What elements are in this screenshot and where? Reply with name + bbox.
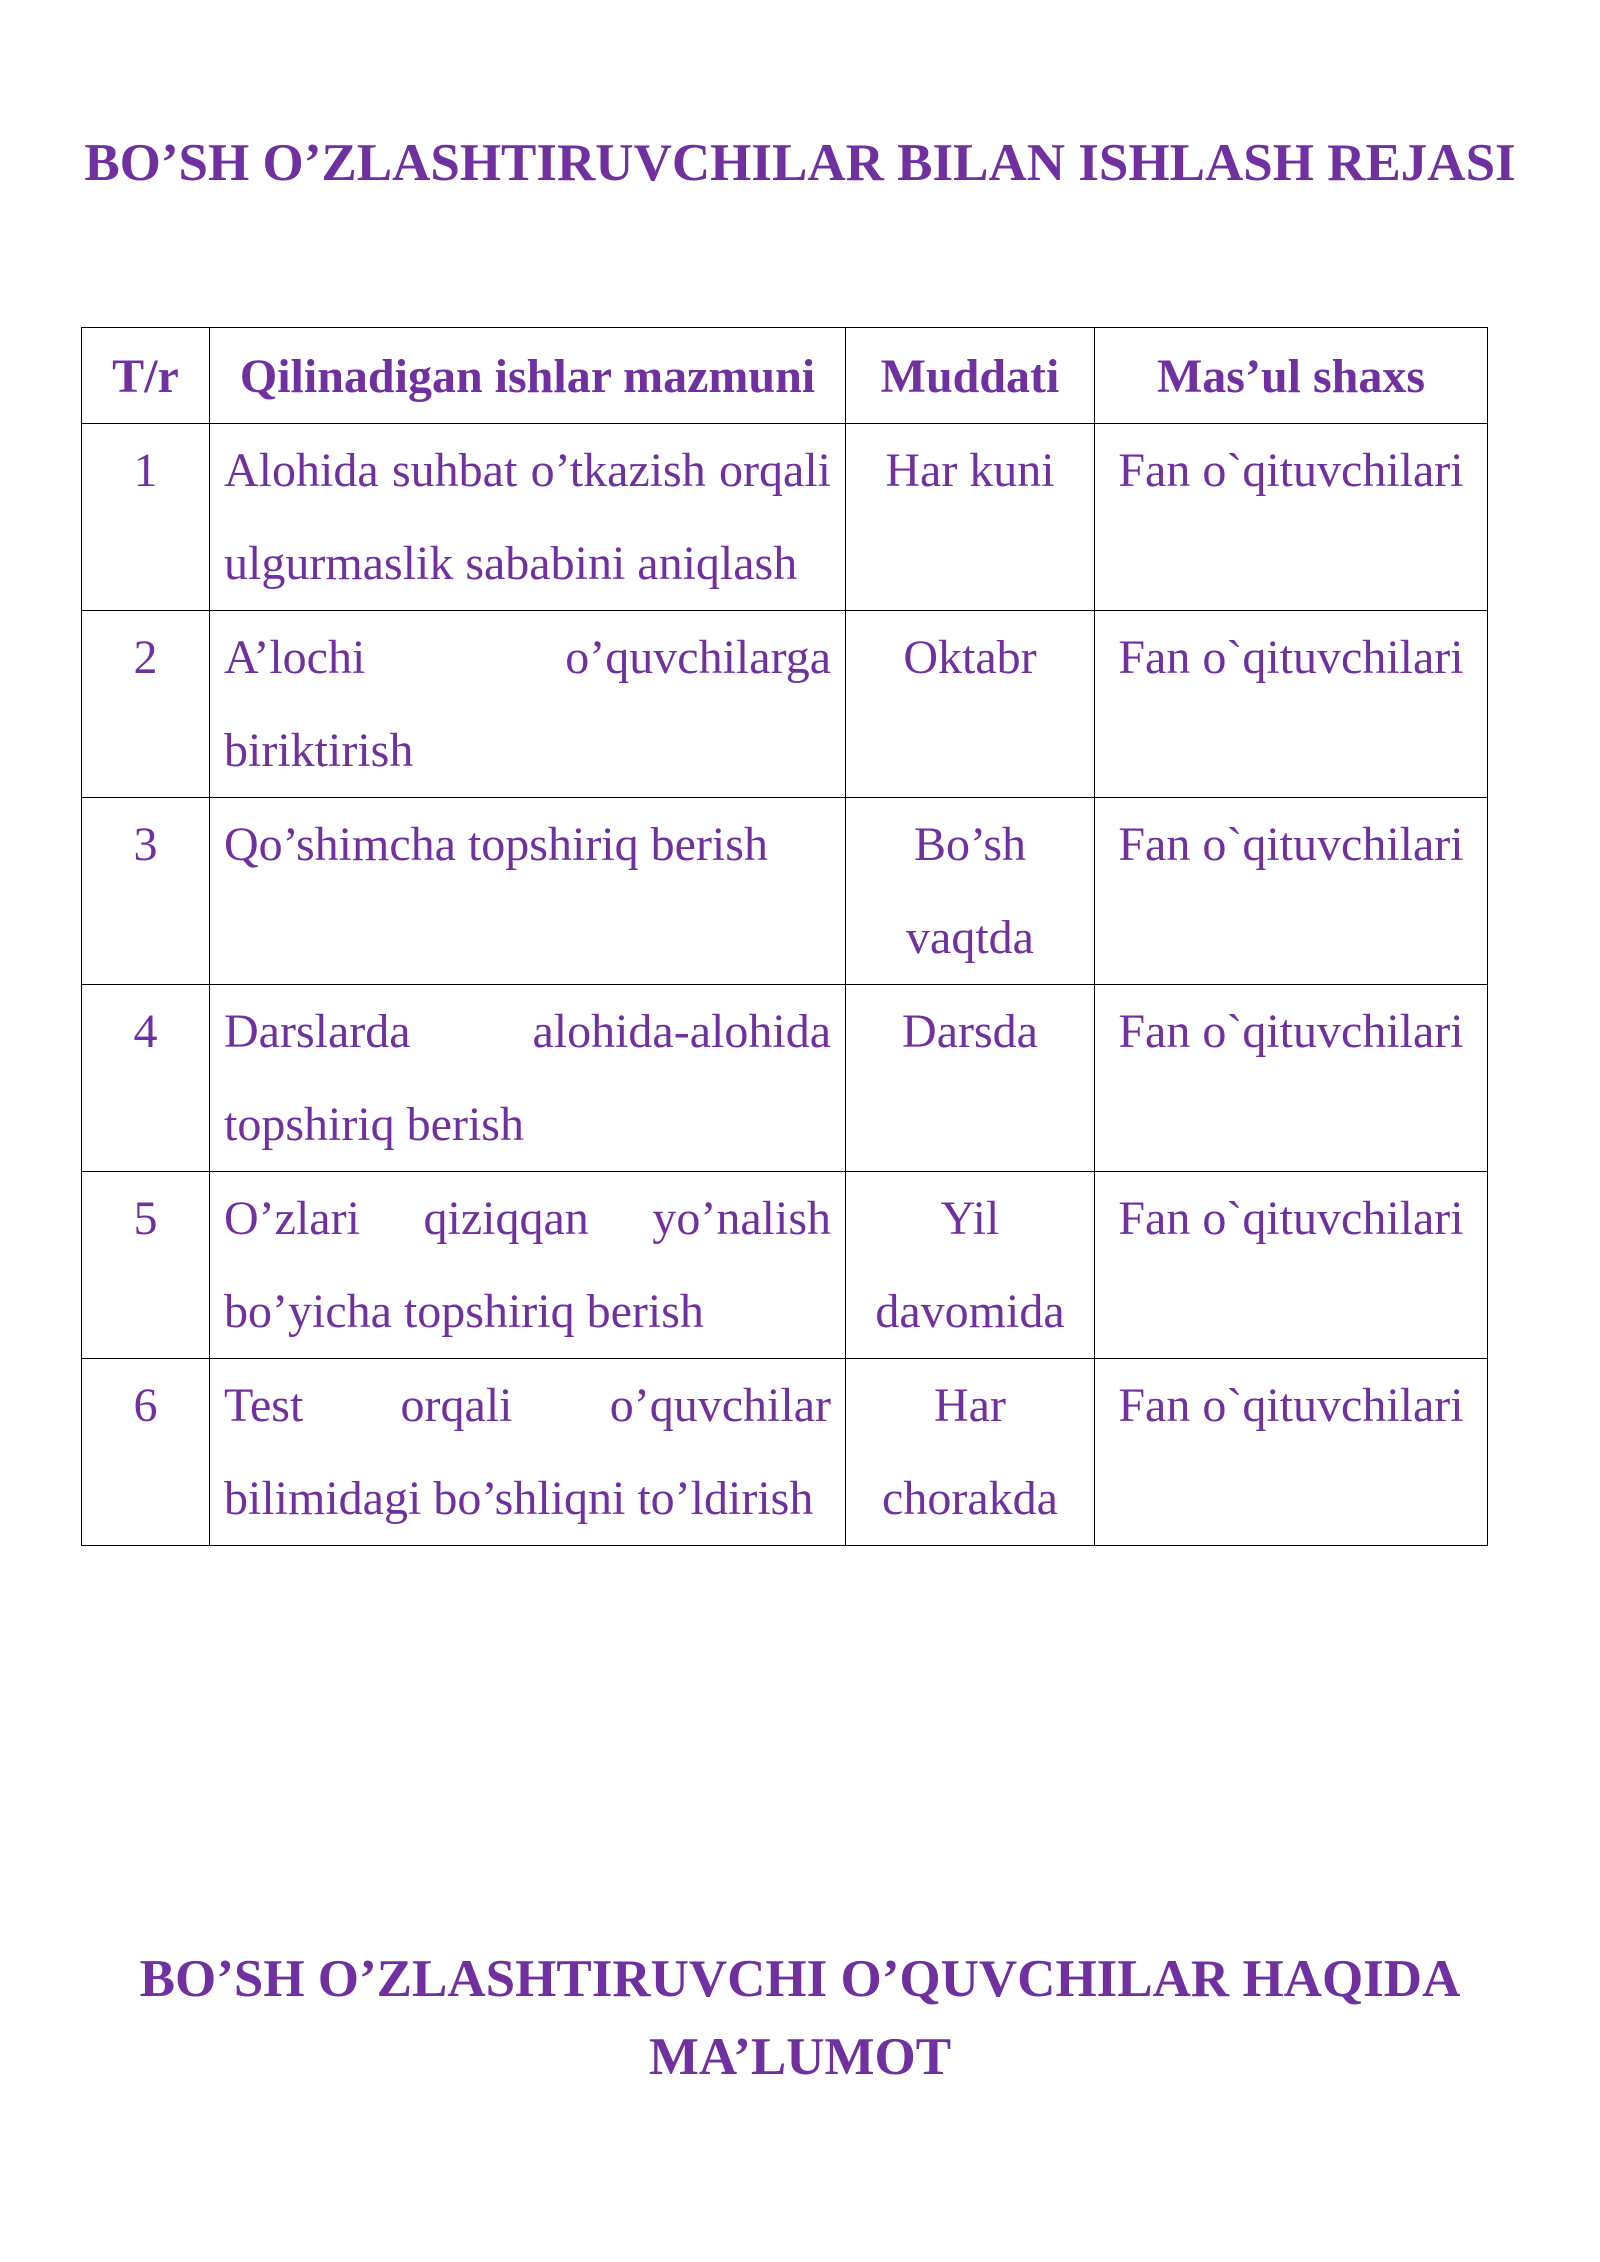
row-number: 1 [82,424,210,611]
row-number: 2 [82,611,210,798]
row-content: Test orqali o’quvchilar bilimidagi bo’shliqni to’ldirish [210,1359,846,1546]
header-content: Qilinadigan ishlar mazmuni [210,328,846,424]
row-term: Oktabr [846,611,1095,798]
row-term: Yil davomida [846,1172,1095,1359]
table-row [82,1172,1488,1359]
row-number: 6 [82,1359,210,1546]
row-responsible: Fan o`qituvchilari [1095,611,1488,798]
table-row [82,798,1488,985]
table-header-row [82,328,1488,424]
row-term: Darsda [846,985,1095,1172]
row-term: Har chorakda [846,1359,1095,1546]
row-term: Har kuni [846,424,1095,611]
row-number: 3 [82,798,210,985]
row-responsible: Fan o`qituvchilari [1095,424,1488,611]
row-responsible: Fan o`qituvchilari [1095,1172,1488,1359]
section-title: BO’SH O’ZLASHTIRUVCHI O’QUVCHILAR HAQIDA MA’LUMOT [139,1950,1461,2086]
row-number: 5 [82,1172,210,1359]
row-content: O’zlari qiziqqan yo’nalish bo’yicha topshiriq berish [210,1172,846,1359]
row-responsible: Fan o`qituvchilari [1095,1359,1488,1546]
header-responsible: Mas’ul shaxs [1095,328,1488,424]
table-row [82,611,1488,798]
page-title: BO’SH O’ZLASHTIRUVCHILAR BILAN ISHLASH REJASI [84,134,1516,192]
header-number: T/r [82,328,210,424]
header-term: Muddati [846,328,1095,424]
row-responsible: Fan o`qituvchilari [1095,798,1488,985]
row-number: 4 [82,985,210,1172]
table-row [82,1359,1488,1546]
row-content: Alohida suhbat o’tkazish orqali ulgurmaslik sababini aniqlash [210,424,846,611]
plan-table [81,327,1488,1546]
row-content: Qo’shimcha topshiriq berish [210,798,846,985]
row-term: Bo’sh vaqtda [846,798,1095,985]
row-content: A’lochi o’quvchilarga biriktirish [210,611,846,798]
row-responsible: Fan o`qituvchilari [1095,985,1488,1172]
row-content: Darslarda alohida-alohida topshiriq berish [210,985,846,1172]
table-row [82,985,1488,1172]
table-row [82,424,1488,611]
